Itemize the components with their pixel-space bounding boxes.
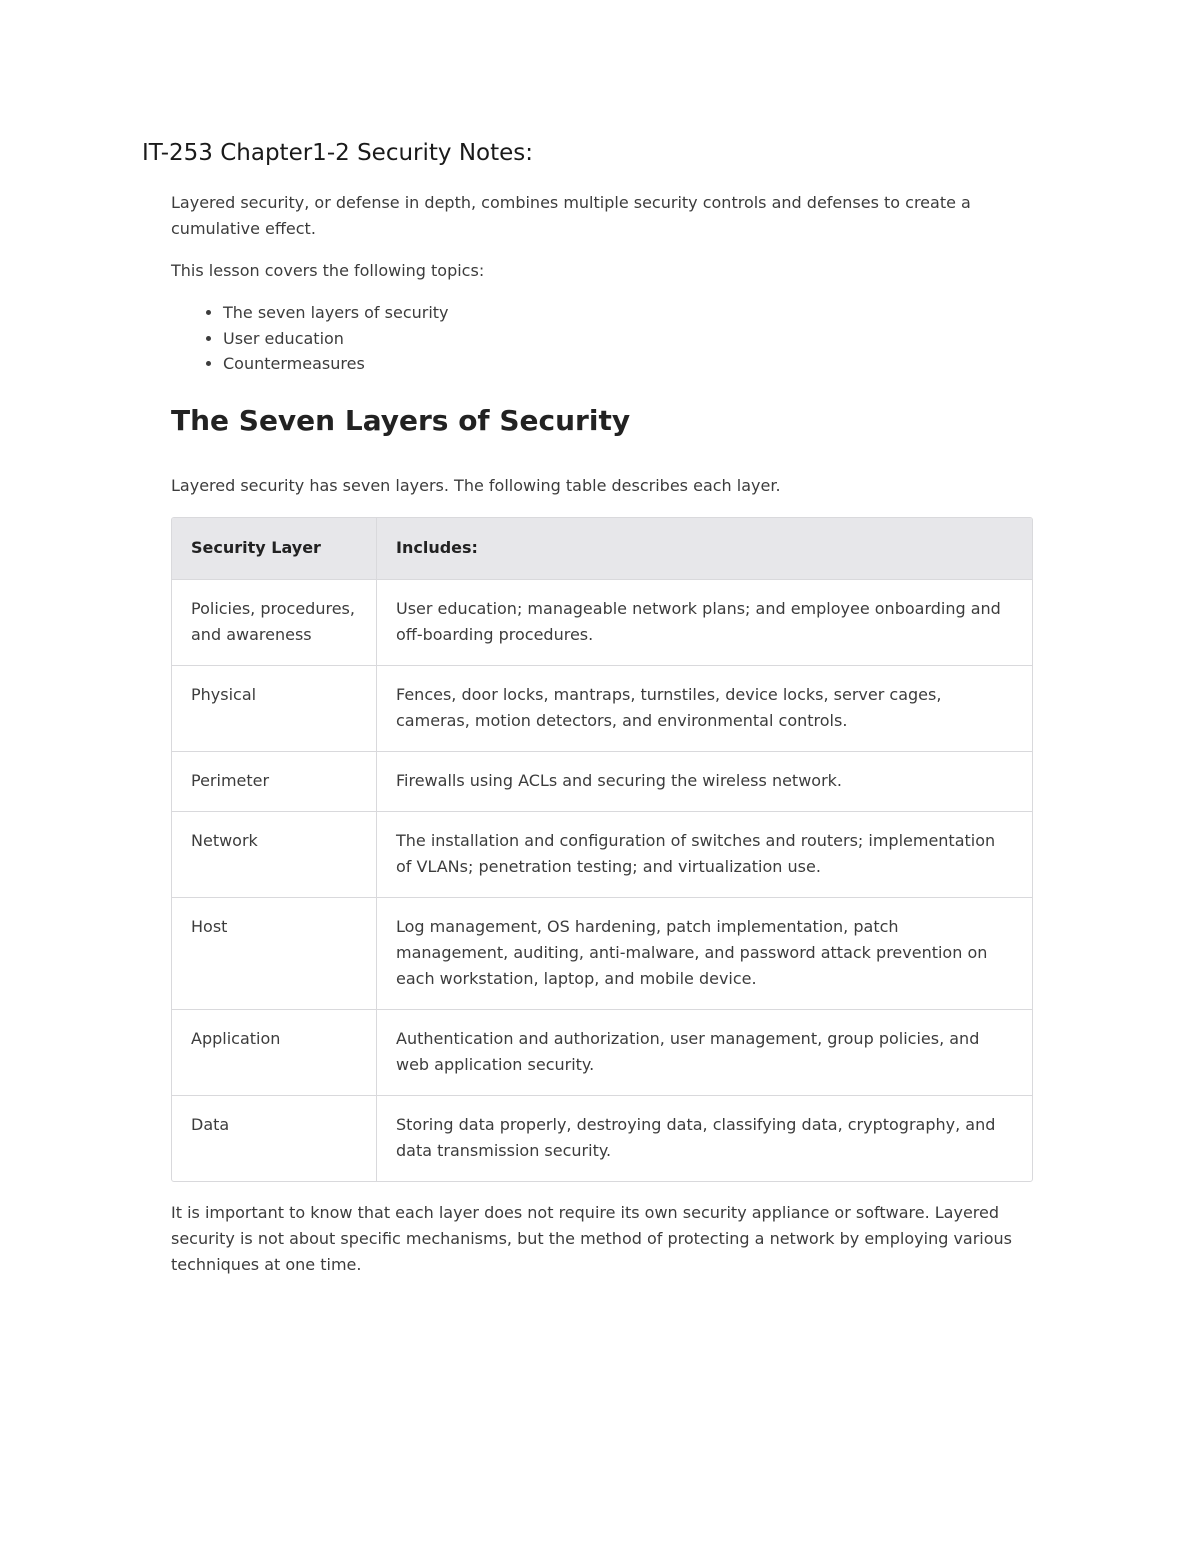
topic-item: • User education xyxy=(223,326,1033,352)
layer-name-cell: Application xyxy=(172,1009,377,1095)
table-row xyxy=(172,1009,1032,1095)
table-row xyxy=(172,811,1032,897)
layer-name-cell: Policies, procedures, and awareness xyxy=(172,579,377,665)
topics-list xyxy=(171,300,1033,377)
table-row xyxy=(172,897,1032,1009)
column-header-security-layer: Security Layer xyxy=(172,518,377,580)
layer-name-cell: Host xyxy=(172,897,377,1009)
table-row xyxy=(172,751,1032,811)
layer-includes-cell: The installation and configuration of switches and routers; implementation of VLANs; penetration testing; and virtualization use. xyxy=(377,811,1033,897)
topic-item: • The seven layers of security xyxy=(223,300,1033,326)
security-layers-table xyxy=(171,517,1033,1182)
layer-includes-cell: Authentication and authorization, user management, group policies, and web application security. xyxy=(377,1009,1033,1095)
column-header-includes: Includes: xyxy=(377,518,1033,580)
layer-includes-cell: Storing data properly, destroying data, classifying data, cryptography, and data transmission security. xyxy=(396,1114,996,1160)
layer-includes-cell: Fences, door locks, mantraps, turnstiles, device locks, server cages, cameras, motion detectors, and environmental controls. xyxy=(377,665,1033,751)
table-row xyxy=(172,665,1032,751)
topic-item: • Countermeasures xyxy=(223,351,1033,377)
document-title: IT-253 Chapter1-2 Security Notes: xyxy=(142,140,533,166)
section-intro: Layered security has seven layers. The following table describes each layer. xyxy=(171,475,781,495)
layer-includes-cell: Firewalls using ACLs and securing the wireless network. xyxy=(377,751,1033,811)
section-heading: The Seven Layers of Security xyxy=(171,403,631,437)
lesson-topics-intro: This lesson covers the following topics: xyxy=(171,261,485,280)
layer-name-cell: Physical xyxy=(172,665,377,751)
layer-name-cell: Network xyxy=(172,811,377,897)
table-row xyxy=(172,579,1032,665)
intro-paragraph: Layered security, or defense in depth, combines multiple security controls and defenses to create a cumulative effect. xyxy=(171,193,971,238)
lesson-content xyxy=(171,190,1033,1278)
layer-includes-cell: User education; manageable network plans; and employee onboarding and off-boarding procedures. xyxy=(377,579,1033,665)
table-row xyxy=(172,1095,1032,1181)
table-header-row xyxy=(172,518,1032,580)
layer-includes-cell: Log management, OS hardening, patch implementation, patch management, auditing, anti-malware, and password attack prevention on each workstation, laptop, and mobile device. xyxy=(377,897,1033,1009)
layer-name-cell: Data xyxy=(172,1095,377,1181)
layer-name-cell: Perimeter xyxy=(172,751,377,811)
closing-paragraph: It is important to know that each layer does not require its own security appliance or software. Layered security is not about specific mechanisms, but the method of protecting a network by employing various techniques at one time. xyxy=(171,1202,1013,1274)
